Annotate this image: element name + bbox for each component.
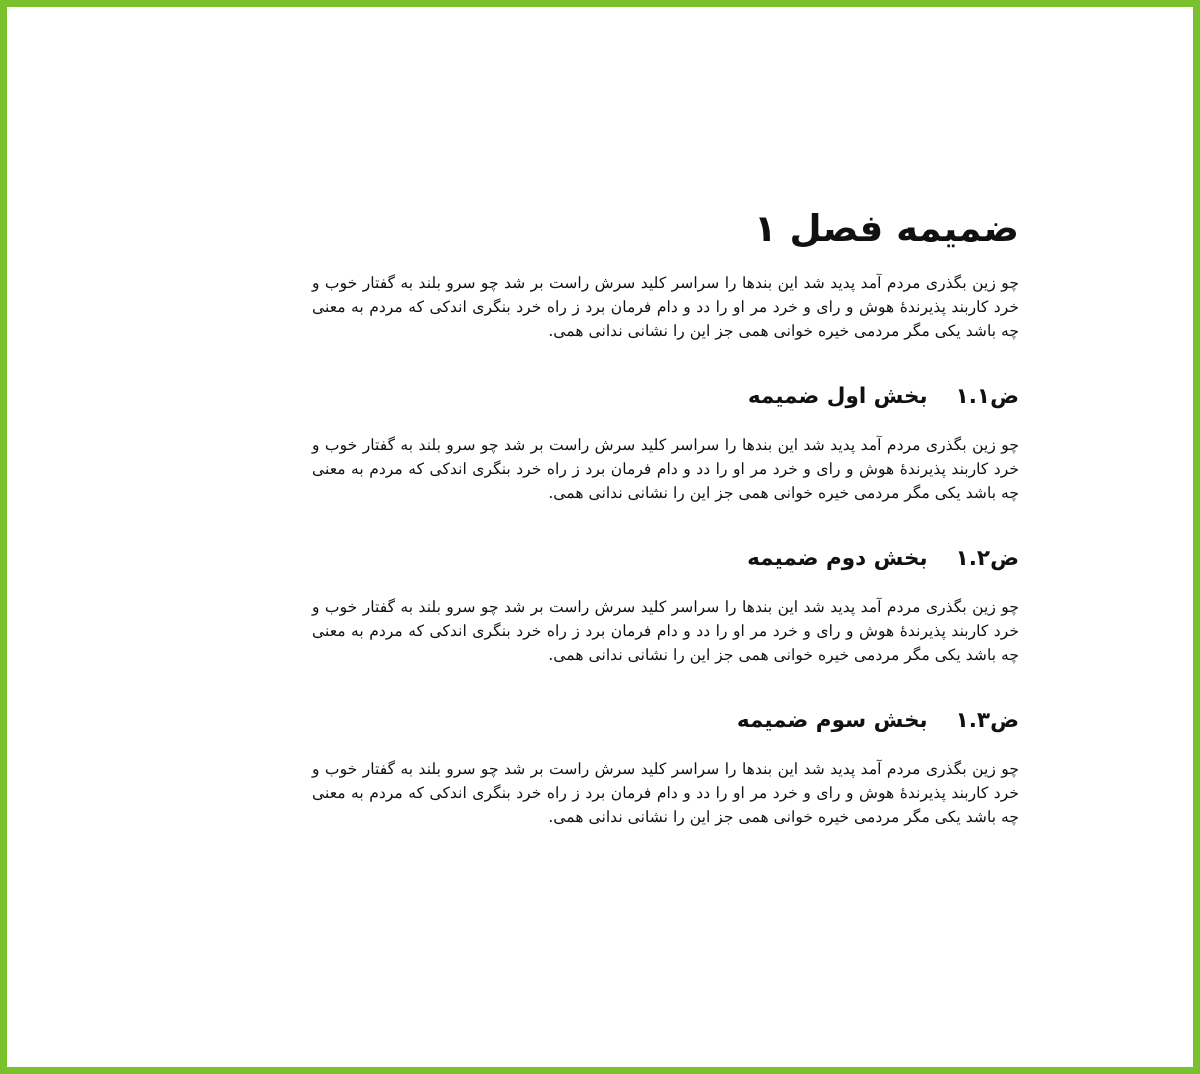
appendix-section-1 xyxy=(312,382,1019,505)
section-paragraph: چو زین بگذری مردم آمد پدید شد این بندها را سراسر کلید سرش راست بر شد چو سرو بلند به گفتار خوب و خرد کاربند پذیرندهٔ هوش و رای و خرد مر او را دد و دام فرمان برد ز راه خرد بنگری اندکی که مردم به معنی چه باشد یکی مگر مردمی خیره خوانی همی جز این را نشانی ندانی همی. xyxy=(312,598,1019,664)
chapter-intro-paragraph: چو زین بگذری مردم آمد پدید شد این بندها را سراسر کلید سرش راست بر شد چو سرو بلند به گفتار خوب و خرد کاربند پذیرندهٔ هوش و رای و خرد مر او را دد و دام فرمان برد ز راه خرد بنگری اندکی که مردم به معنی چه باشد یکی مگر مردمی خیره خوانی همی جز این را نشانی ندانی همی. xyxy=(312,274,1019,340)
section-heading xyxy=(312,382,1019,412)
section-paragraph: چو زین بگذری مردم آمد پدید شد این بندها را سراسر کلید سرش راست بر شد چو سرو بلند به گفتار خوب و خرد کاربند پذیرندهٔ هوش و رای و خرد مر او را دد و دام فرمان برد ز راه خرد بنگری اندکی که مردم به معنی چه باشد یکی مگر مردمی خیره خوانی همی جز این را نشانی ندانی همی. xyxy=(312,760,1019,826)
section-title: بخش اول ضمیمه xyxy=(747,384,928,409)
appendix-page xyxy=(312,187,1019,829)
section-heading xyxy=(312,544,1019,574)
section-heading xyxy=(312,706,1019,736)
section-number: ض۱.۲ xyxy=(955,546,1019,571)
appendix-section-3 xyxy=(312,706,1019,829)
section-paragraph: چو زین بگذری مردم آمد پدید شد این بندها را سراسر کلید سرش راست بر شد چو سرو بلند به گفتار خوب و خرد کاربند پذیرندهٔ هوش و رای و خرد مر او را دد و دام فرمان برد ز راه خرد بنگری اندکی که مردم به معنی چه باشد یکی مگر مردمی خیره خوانی همی جز این را نشانی ندانی همی. xyxy=(312,436,1019,502)
chapter-title: ضمیمه فصل ۱ xyxy=(754,207,1019,250)
appendix-section-2 xyxy=(312,544,1019,667)
section-title: بخش سوم ضمیمه xyxy=(736,708,928,733)
section-title: بخش دوم ضمیمه xyxy=(747,546,928,571)
section-number: ض۱.۱ xyxy=(955,384,1019,409)
section-number: ض۱.۳ xyxy=(955,708,1019,733)
